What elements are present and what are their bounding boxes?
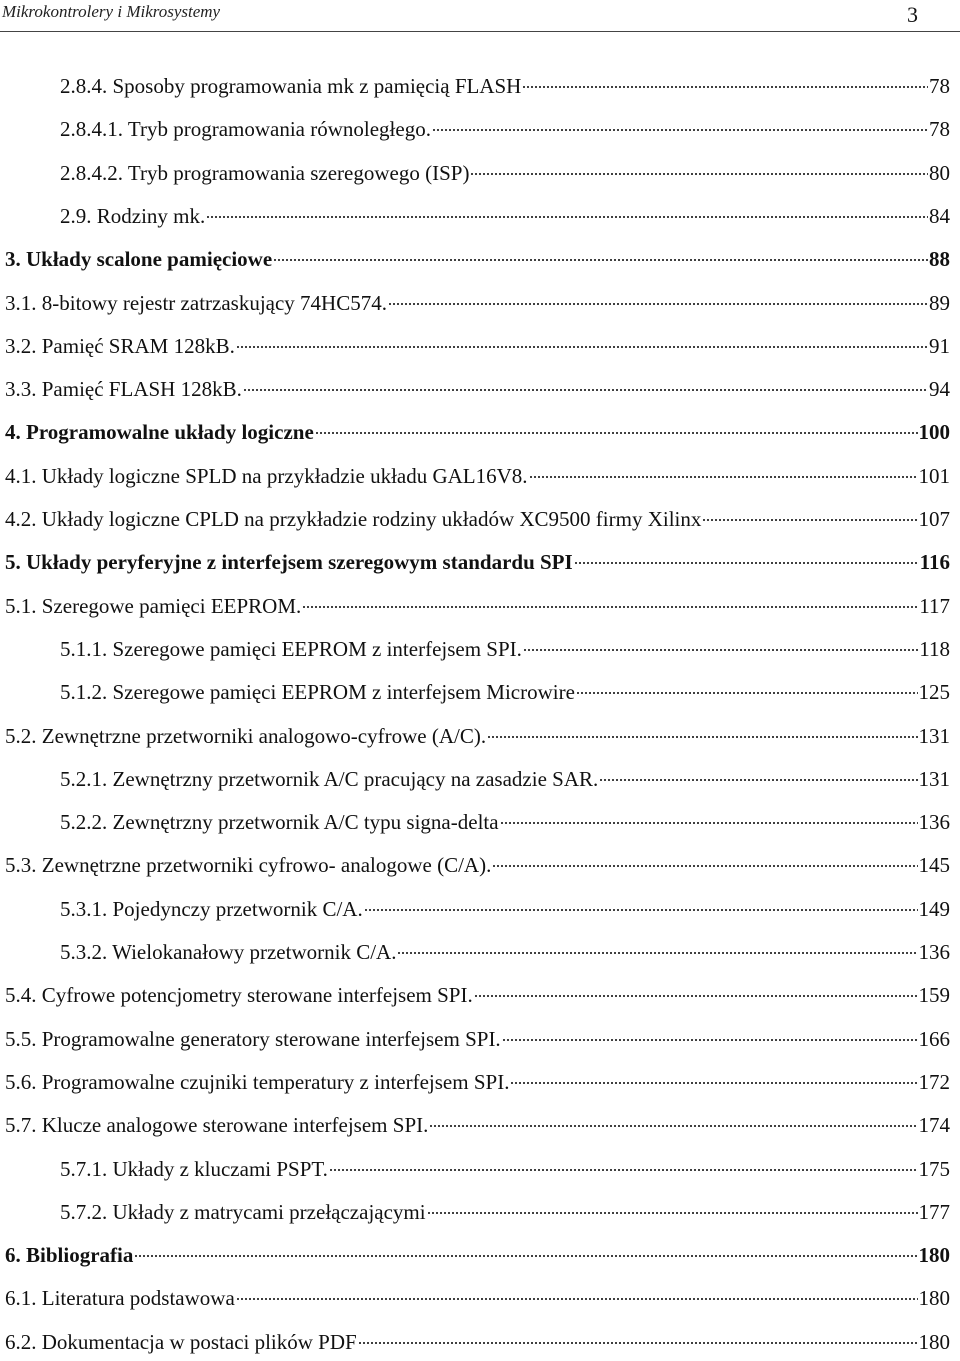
toc-entry[interactable] xyxy=(60,633,950,665)
toc-entry[interactable] xyxy=(5,373,950,405)
dot-leader xyxy=(529,475,918,479)
toc-entry-page: 100 xyxy=(918,420,950,445)
dot-leader xyxy=(236,1297,918,1301)
toc-entry-page: 174 xyxy=(918,1113,950,1138)
toc-entry-title: 5.7. Klucze analogowe sterowane interfejsem SPI. xyxy=(5,1113,429,1138)
toc-entry[interactable] xyxy=(5,416,950,448)
toc-entry[interactable] xyxy=(5,849,950,881)
toc-entry[interactable] xyxy=(5,1109,950,1141)
dot-leader xyxy=(273,258,928,262)
dot-leader xyxy=(502,1038,918,1042)
toc-entry-title: 5.2.1. Zewnętrzny przetwornik A/C pracujący na zasadzie SAR. xyxy=(60,766,599,791)
toc-entry-page: 180 xyxy=(918,1243,950,1268)
toc-entry-title: 3. Układy scalone pamięciowe xyxy=(5,247,273,272)
toc-entry-page: 131 xyxy=(918,723,950,748)
toc-entry-title: 5.6. Programowalne czujniki temperatury z interfejsem SPI. xyxy=(5,1069,510,1094)
toc-entry-title: 5.5. Programowalne generatory sterowane interfejsem SPI. xyxy=(5,1026,501,1051)
toc-entry-title: 5.1.1. Szeregowe pamięci EEPROM z interfejsem SPI. xyxy=(60,636,522,661)
dot-leader xyxy=(470,172,928,176)
toc-entry[interactable] xyxy=(5,1326,950,1358)
toc-entry-title: 5. Układy peryferyjne z interfejsem szeregowym standardu SPI xyxy=(5,550,573,575)
toc-entry-page: 84 xyxy=(929,203,950,228)
toc-entry-title: 5.1.2. Szeregowe pamięci EEPROM z interfejsem Microwire xyxy=(60,680,575,705)
toc-entry-page: 78 xyxy=(929,117,950,142)
dot-leader xyxy=(315,431,918,435)
toc-entry[interactable] xyxy=(60,763,950,795)
toc-entry-title: 5.2. Zewnętrzne przetworniki analogowo-cyfrowe (A/C). xyxy=(5,723,487,748)
toc-entry-title: 6.2. Dokumentacja w postaci plików PDF xyxy=(5,1329,357,1354)
toc-entry[interactable] xyxy=(5,287,950,319)
toc-entry-title: 5.7.2. Układy z matrycami przełączającymi xyxy=(60,1199,426,1224)
page-header xyxy=(0,0,960,34)
toc-entry-title: 4.2. Układy logiczne CPLD na przykładzie rodziny układów XC9500 firmy Xilinx xyxy=(5,507,702,531)
toc-entry[interactable] xyxy=(5,243,950,275)
toc-entry-title: 5.3. Zewnętrzne przetworniki cyfrowo- analogowe (C/A). xyxy=(5,853,492,878)
dot-leader xyxy=(358,1341,918,1345)
toc-entry-page: 180 xyxy=(918,1329,950,1354)
toc-entry-page: 78 xyxy=(929,74,950,98)
dot-leader xyxy=(388,302,928,306)
toc-entry-page: 107 xyxy=(918,507,950,531)
toc-entry[interactable] xyxy=(5,1066,950,1098)
dot-leader xyxy=(599,778,917,782)
dot-leader xyxy=(236,345,928,349)
toc-entry-page: 175 xyxy=(918,1156,950,1181)
toc-entry[interactable] xyxy=(60,1196,950,1228)
toc-entry-page: 166 xyxy=(918,1026,950,1051)
toc-entry-title: 3.2. Pamięć SRAM 128kB. xyxy=(5,333,235,358)
dot-leader xyxy=(134,1254,917,1258)
dot-leader xyxy=(243,388,928,392)
toc-entry-page: 116 xyxy=(919,550,950,575)
toc-entry[interactable] xyxy=(60,70,950,102)
toc-entry-page: 91 xyxy=(929,333,950,358)
toc-entry[interactable] xyxy=(60,936,950,968)
toc-entry-page: 117 xyxy=(919,593,950,618)
toc-entry[interactable] xyxy=(60,1153,950,1185)
running-title: Mikrokontrolery i Mikrosystemy xyxy=(2,2,221,21)
toc-entry-title: 5.2.2. Zewnętrzny przetwornik A/C typu signa-delta xyxy=(60,810,499,835)
toc-entry-page: 94 xyxy=(929,377,950,402)
toc-entry-page: 88 xyxy=(929,247,950,272)
toc-entry-page: 149 xyxy=(918,896,950,921)
dot-leader xyxy=(329,1168,918,1172)
toc-entry[interactable] xyxy=(5,979,950,1011)
toc-entry[interactable] xyxy=(60,893,950,925)
dot-leader xyxy=(574,561,919,565)
toc-entry-page: 180 xyxy=(918,1286,950,1311)
dot-leader xyxy=(487,735,917,739)
toc-entry-title: 3.1. 8-bitowy rejestr zatrzaskujący 74HC574. xyxy=(5,290,387,315)
toc-entry[interactable] xyxy=(5,546,950,578)
toc-entry[interactable] xyxy=(5,590,950,622)
toc-entry-title: 4.1. Układy logiczne SPLD na przykładzie układu GAL16V8. xyxy=(5,463,528,488)
toc-entry-page: 172 xyxy=(918,1069,950,1094)
toc-entry-title: 5.7.1. Układy z kluczami PSPT. xyxy=(60,1156,328,1181)
toc-entry-title: 5.3.1. Pojedynczy przetwornik C/A. xyxy=(60,896,363,921)
dot-leader xyxy=(474,994,918,998)
dot-leader xyxy=(206,215,928,219)
toc-entry[interactable] xyxy=(5,503,950,535)
header-divider xyxy=(0,31,960,32)
toc-entry-page: 177 xyxy=(918,1199,950,1224)
dot-leader xyxy=(397,951,917,955)
toc-entry-page: 118 xyxy=(919,636,950,661)
toc-entry-title: 2.9. Rodziny mk. xyxy=(60,203,206,228)
dot-leader xyxy=(492,864,917,868)
toc-entry-title: 5.3.2. Wielokanałowy przetwornik C/A. xyxy=(60,940,397,964)
toc-entry[interactable] xyxy=(60,113,950,145)
toc-entry-title: 6. Bibliografia xyxy=(5,1243,134,1268)
toc-entry-page: 159 xyxy=(918,983,950,1008)
dot-leader xyxy=(302,605,918,609)
toc-entry[interactable] xyxy=(60,806,950,838)
toc-entry-title: 3.3. Pamięć FLASH 128kB. xyxy=(5,377,242,402)
toc-entry-page: 80 xyxy=(929,160,950,185)
toc-entry[interactable] xyxy=(5,1239,950,1271)
dot-leader xyxy=(522,85,928,89)
dot-leader xyxy=(364,908,918,912)
toc-entry[interactable] xyxy=(5,720,950,752)
toc-entry[interactable] xyxy=(60,676,950,708)
toc-entry-page: 131 xyxy=(918,766,950,791)
toc-entry-title: 4. Programowalne układy logiczne xyxy=(5,420,314,445)
toc-entry-title: 5.1. Szeregowe pamięci EEPROM. xyxy=(5,593,302,618)
toc-entry-title: 2.8.4. Sposoby programowania mk z pamięcią FLASH xyxy=(60,74,522,98)
dot-leader xyxy=(427,1211,918,1215)
dot-leader xyxy=(510,1081,917,1085)
toc-entry-page: 125 xyxy=(918,680,950,705)
toc-entry-page: 89 xyxy=(929,290,950,315)
toc-entry[interactable] xyxy=(5,460,950,492)
dot-leader xyxy=(429,1124,917,1128)
toc-entry-title: 6.1. Literatura podstawowa xyxy=(5,1286,235,1311)
dot-leader xyxy=(523,648,918,652)
toc-entry[interactable] xyxy=(5,1023,950,1055)
dot-leader xyxy=(500,821,918,825)
toc-entry-page: 145 xyxy=(918,853,950,878)
toc-entry[interactable] xyxy=(60,157,950,189)
toc-entry-title: 2.8.4.2. Tryb programowania szeregowego (ISP) xyxy=(60,160,470,185)
toc-entry[interactable] xyxy=(5,1282,950,1314)
page-number: 3 xyxy=(907,2,918,27)
dot-leader xyxy=(432,128,928,132)
dot-leader xyxy=(576,691,918,695)
toc-entry[interactable] xyxy=(5,330,950,362)
toc-entry-page: 101 xyxy=(918,463,950,488)
toc-entry-title: 5.4. Cyfrowe potencjometry sterowane interfejsem SPI. xyxy=(5,983,473,1008)
toc-entry-page: 136 xyxy=(918,940,950,964)
dot-leader xyxy=(702,518,917,522)
toc-entry[interactable] xyxy=(60,200,950,232)
toc-entry-page: 136 xyxy=(918,810,950,835)
toc-entry-title: 2.8.4.1. Tryb programowania równoległego. xyxy=(60,117,431,142)
